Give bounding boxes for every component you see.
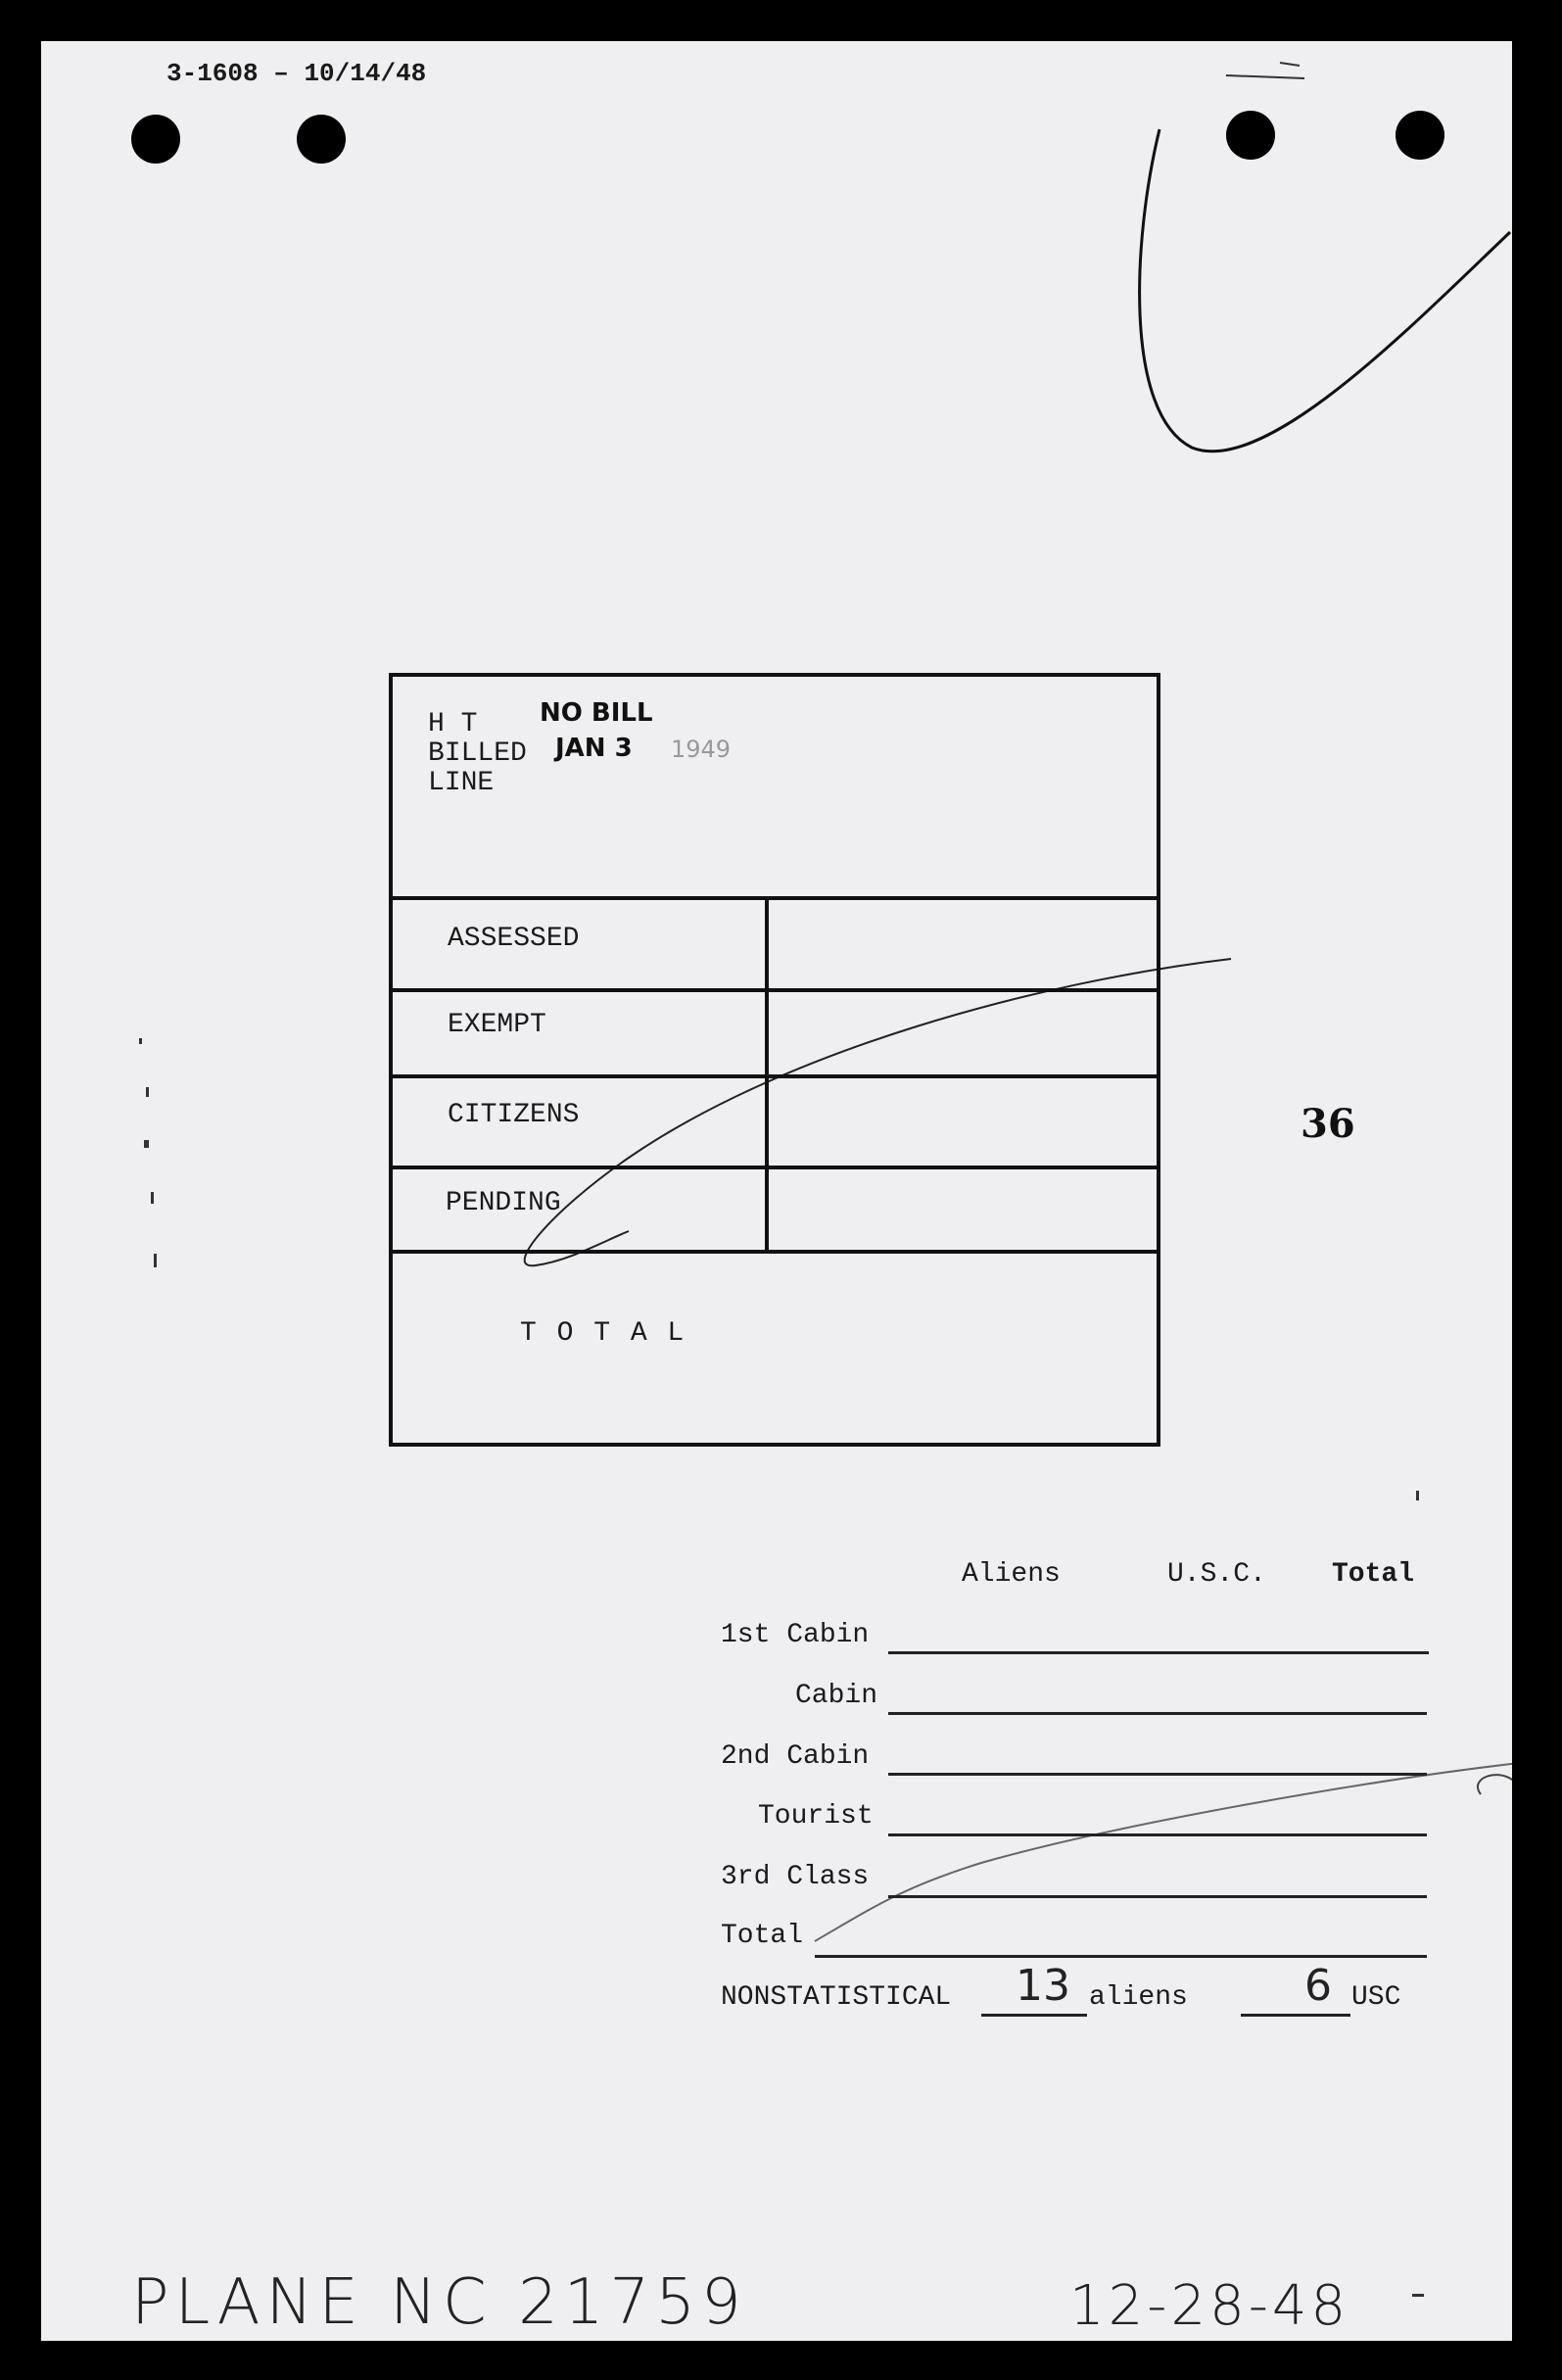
- stamp-year: 1949: [671, 736, 732, 763]
- row-second-cabin: 2nd Cabin: [721, 1741, 870, 1772]
- row-cabin: Cabin: [795, 1681, 878, 1711]
- row-third-class: 3rd Class: [721, 1862, 870, 1892]
- exempt-label: EXEMPT: [448, 1010, 546, 1040]
- column-total: Total: [1332, 1559, 1415, 1590]
- line-label: LINE: [428, 768, 495, 798]
- form-number-line: 3-1608 – 10/14/48: [166, 59, 427, 88]
- form-date: 10/14/48: [304, 59, 427, 88]
- aliens-count: 13: [1016, 1961, 1070, 2011]
- plane-number: PLANE NC 21759: [131, 2266, 747, 2339]
- total-label: T O T A L: [520, 1318, 686, 1349]
- handwritten-date: 12-28-48: [1069, 2274, 1350, 2338]
- billing-labels: [428, 710, 527, 798]
- aliens-label: aliens: [1089, 1982, 1188, 2013]
- citizens-label: CITIZENS: [448, 1100, 580, 1130]
- usc-count: 6: [1304, 1961, 1332, 2011]
- side-number: 36: [1301, 1101, 1355, 1147]
- column-usc: U.S.C.: [1167, 1559, 1266, 1590]
- ht-label: H T: [428, 709, 478, 739]
- row-total: Total: [721, 1921, 804, 1951]
- assessment-box: [389, 673, 1160, 1447]
- assessed-label: ASSESSED: [448, 924, 580, 954]
- column-aliens: Aliens: [962, 1559, 1061, 1590]
- pending-label: PENDING: [446, 1188, 561, 1218]
- row-tourist: Tourist: [758, 1801, 874, 1832]
- row-first-cabin: 1st Cabin: [721, 1620, 870, 1650]
- stamp-date: JAN 3: [555, 734, 633, 763]
- billed-label: BILLED: [428, 738, 527, 769]
- usc-label: USC: [1351, 1982, 1401, 2013]
- form-number: 3-1608: [166, 59, 259, 88]
- document-page: [41, 41, 1512, 2341]
- nonstatistical-label: NONSTATISTICAL: [721, 1982, 952, 2013]
- no-bill-stamp: NO BILL: [540, 698, 653, 728]
